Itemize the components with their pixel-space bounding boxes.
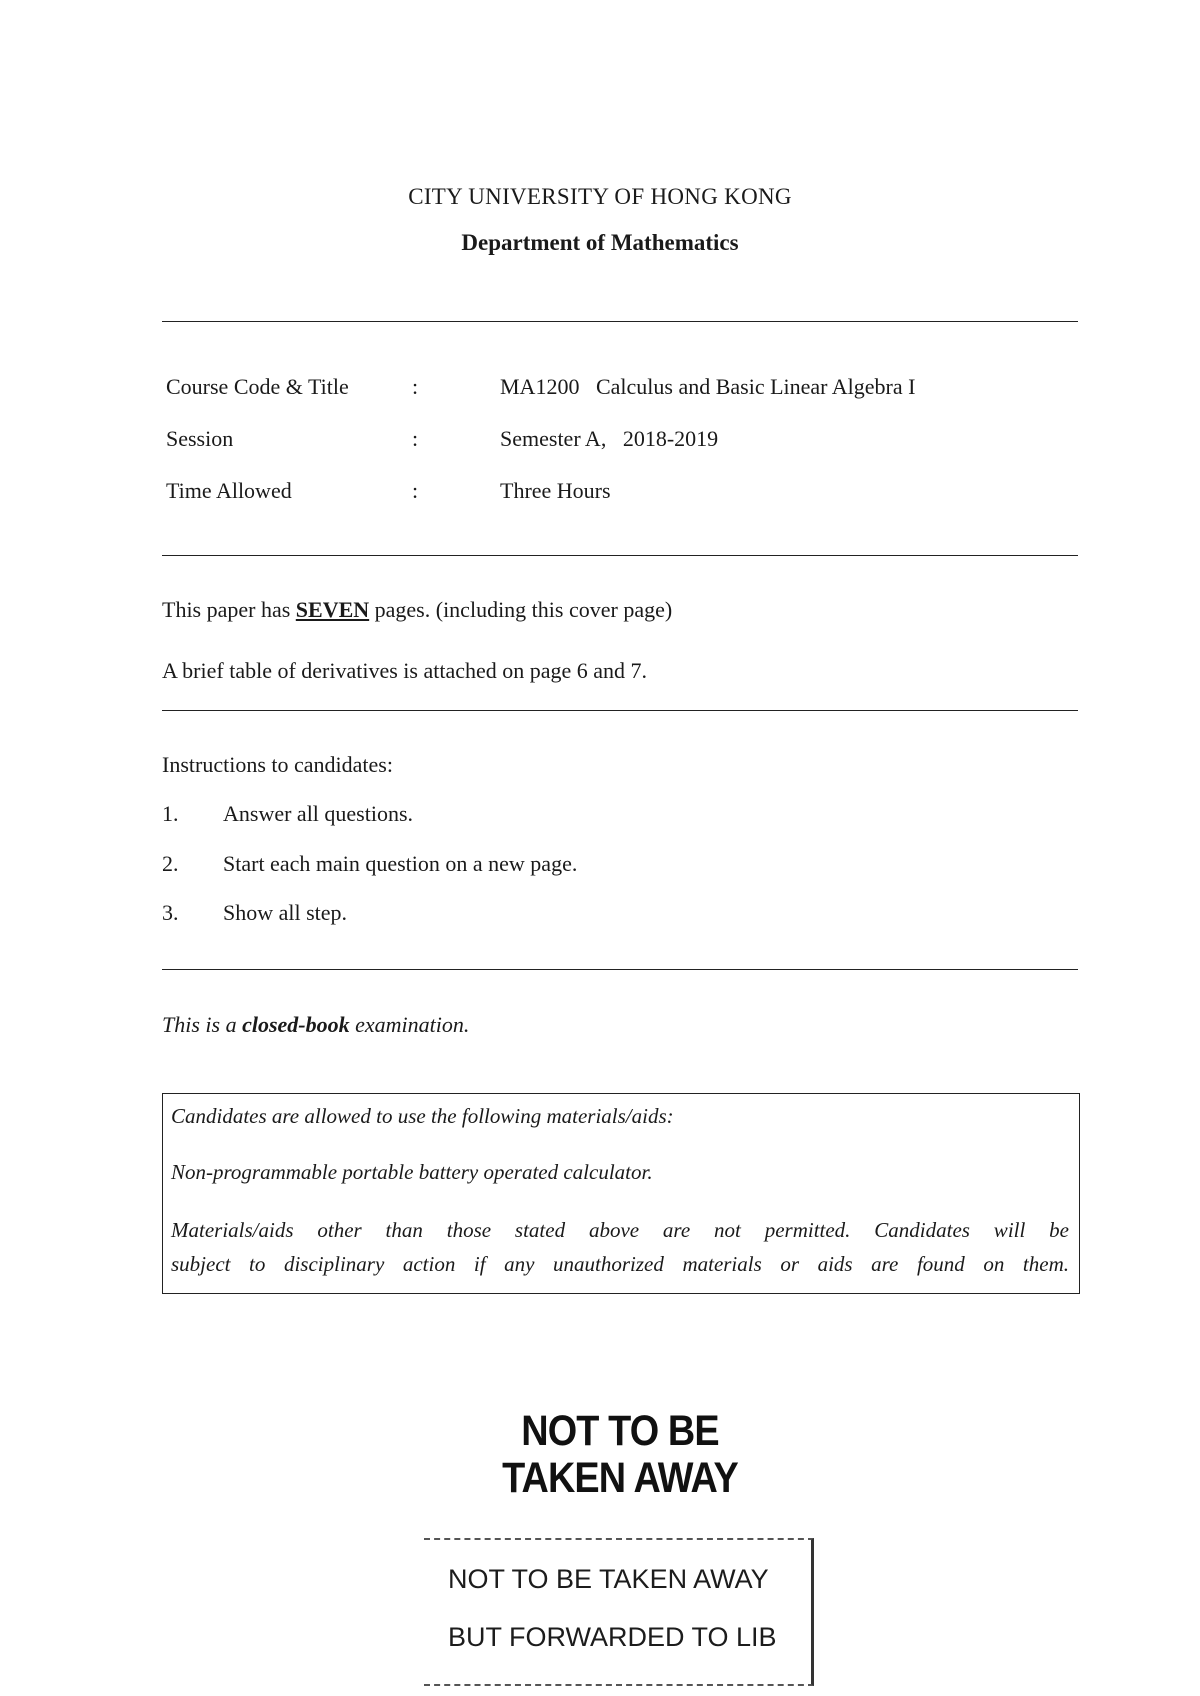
time-allowed-label: Time Allowed — [166, 478, 292, 503]
stamp-not-to-be: NOT TO BE — [521, 1407, 719, 1455]
session-label: Session — [166, 426, 234, 451]
exam-type-prefix: This is a — [162, 1012, 243, 1037]
instructions-heading: Instructions to candidates: — [162, 752, 393, 777]
divider — [162, 710, 1078, 711]
pages-count: SEVEN — [295, 597, 370, 622]
library-stamp — [424, 1538, 814, 1686]
aids-calculator: Non-programmable portable battery operated calculator. — [171, 1160, 653, 1184]
divider — [162, 969, 1078, 970]
course-code-colon: : — [412, 374, 419, 399]
course-code-row — [166, 374, 1066, 404]
time-allowed-value: Three Hours — [500, 478, 611, 503]
stamp-taken-away: TAKEN AWAY — [502, 1454, 738, 1502]
university-name: CITY UNIVERSITY OF HONG KONG — [408, 184, 792, 209]
course-code-label: Course Code & Title — [166, 374, 349, 399]
pages-suffix: pages. (including this cover page) — [369, 597, 673, 622]
instruction-number: 3. — [162, 900, 179, 925]
permitted-aids-box — [162, 1093, 1080, 1294]
exam-type-suffix: examination. — [349, 1012, 470, 1037]
pages-prefix: This paper has — [162, 597, 296, 622]
time-allowed-row — [166, 478, 1066, 508]
aids-warning-line2: subject to disciplinary action if any unauthorized materials or aids are found on them. — [171, 1252, 1069, 1276]
divider — [162, 321, 1078, 322]
course-code-value: MA1200 Calculus and Basic Linear Algebra I — [500, 374, 916, 399]
instruction-text: Start each main question on a new page. — [223, 851, 578, 876]
session-colon: : — [412, 426, 419, 451]
library-stamp-line1: NOT TO BE TAKEN AWAY — [448, 1564, 769, 1594]
instruction-number: 1. — [162, 801, 179, 826]
instruction-text: Answer all questions. — [223, 801, 414, 826]
derivatives-note: A brief table of derivatives is attached on page 6 and 7. — [162, 658, 648, 683]
pages-note — [162, 597, 672, 623]
instruction-text: Show all step. — [223, 900, 348, 925]
session-row — [166, 426, 1066, 456]
aids-warning-line1: Materials/aids other than those stated above are not permitted. Candidates will be — [171, 1218, 1069, 1242]
divider — [162, 555, 1078, 556]
library-stamp-line2: BUT FORWARDED TO LIB — [448, 1622, 777, 1652]
exam-type-emphasis: closed-book — [242, 1012, 350, 1037]
exam-type-note — [162, 1012, 469, 1038]
instruction-number: 2. — [162, 851, 179, 876]
session-value: Semester A, 2018-2019 — [500, 426, 719, 451]
time-allowed-colon: : — [412, 478, 419, 503]
aids-intro: Candidates are allowed to use the following materials/aids: — [171, 1104, 674, 1128]
department-name: Department of Mathematics — [461, 230, 739, 255]
